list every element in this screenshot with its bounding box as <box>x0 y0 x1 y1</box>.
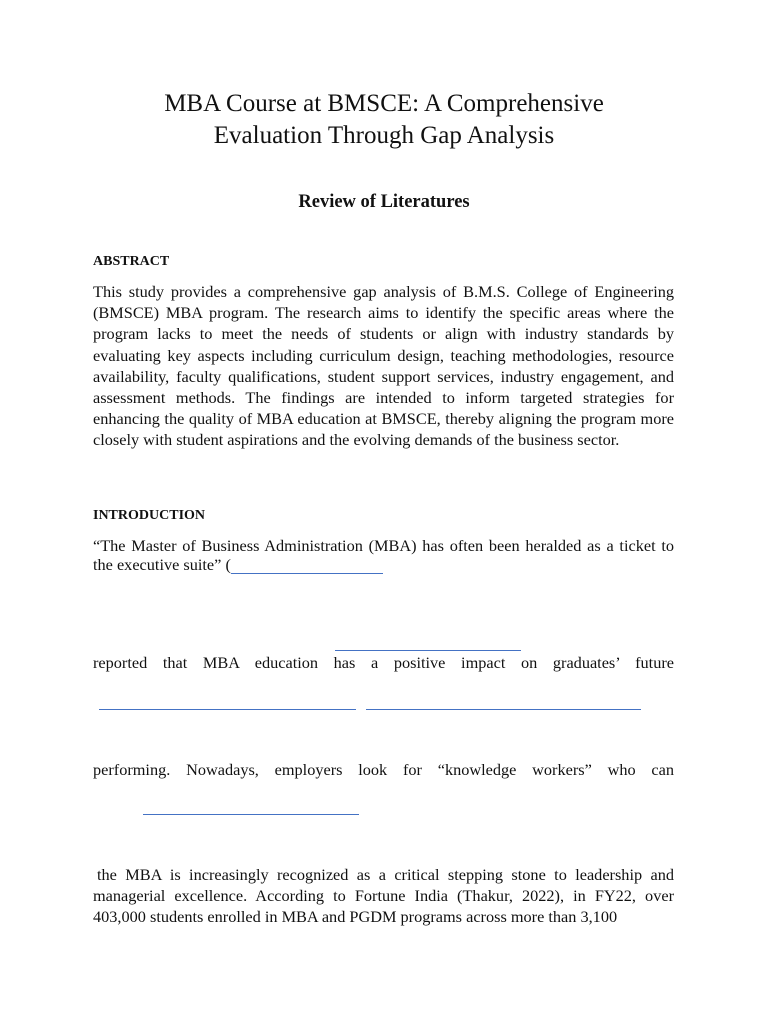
citation-link[interactable] <box>231 557 383 574</box>
abstract-heading: ABSTRACT <box>93 254 170 269</box>
title-line-2: Evaluation Through Gap Analysis <box>213 122 555 149</box>
citation-link[interactable] <box>143 814 359 815</box>
intro-quote-text: “The Master of Business Administration (MBA) has often been heralded as a ticket to the executive suite” ( <box>93 536 674 574</box>
intro-performing-line: performing. Nowadays, employers look for “knowledge workers” who can <box>93 760 674 779</box>
abstract-paragraph: This study provides a comprehensive gap analysis of B.M.S. College of Engineering (BMSCE) MBA program. The research aims to identify the specific areas where the program lacks to meet the needs of students or align with industry standards by evaluating key aspects including curriculum design, teaching methodologies, resource availability, faculty qualifications, student support services, industry engagement, and assessment methods. The findings are intended to inform targeted strategies for enhancing the quality of MBA education at BMSCE, thereby aligning the program more closely with student aspirations and the evolving demands of the business sector. <box>93 282 674 450</box>
document-title <box>60 88 708 152</box>
citation-link[interactable] <box>335 650 521 651</box>
intro-closing-paragraph: the MBA is increasingly recognized as a critical stepping stone to leadership and managerial excellence. According to Fortune India (Thakur, 2022), in FY22, over 403,000 students enrolled in MBA and PGDM programs across more than 3,100 <box>93 865 674 927</box>
introduction-heading: INTRODUCTION <box>93 508 206 523</box>
citation-link[interactable] <box>99 709 356 710</box>
section-subtitle: Review of Literatures <box>298 192 470 212</box>
title-line-1: MBA Course at BMSCE: A Comprehensive <box>164 90 604 117</box>
intro-reported-line: reported that MBA education has a positive impact on graduates’ future <box>93 653 674 672</box>
intro-quote-paragraph <box>93 536 674 574</box>
citation-link[interactable] <box>366 709 641 710</box>
